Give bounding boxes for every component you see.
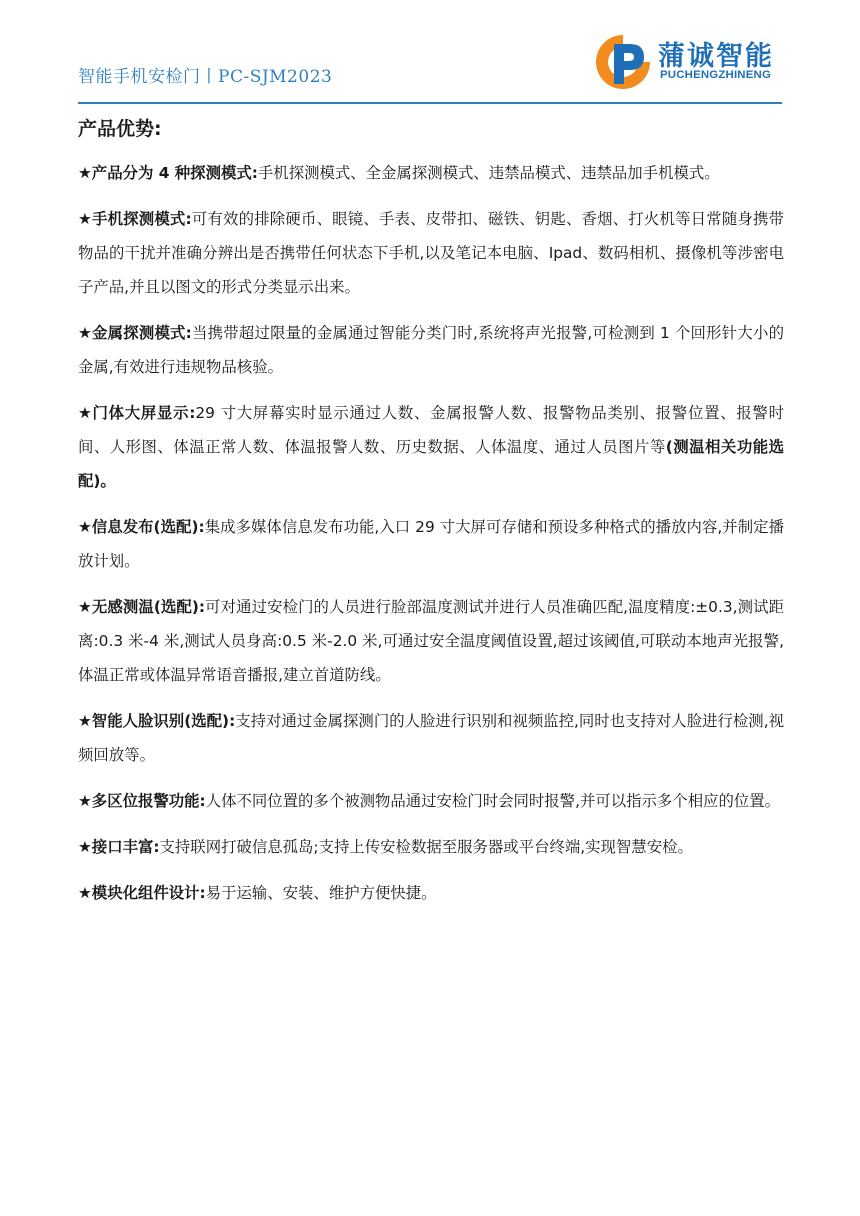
document-body — [78, 114, 784, 922]
feature-item-interfaces — [78, 830, 784, 864]
logo-chinese-name: 蒲诚智能 — [658, 41, 774, 72]
feature-item-modes — [78, 156, 784, 190]
feature-tail: (测温相关功能选配)。 — [78, 438, 784, 490]
feature-text: 当携带超过限量的金属通过智能分类门时,系统将声光报警,可检测到 1 个回形针大小的金属,有效进行违规物品核验。 — [78, 324, 784, 376]
company-logo — [592, 28, 782, 94]
logo-english-name: PUCHENGZHINENG — [660, 69, 772, 81]
feature-lead: ★无感测温(选配): — [78, 598, 206, 616]
feature-lead: ★信息发布(选配): — [78, 518, 205, 536]
feature-lead: ★多区位报警功能: — [78, 792, 206, 810]
page-header — [78, 28, 782, 102]
feature-text: 人体不同位置的多个被测物品通过安检门时会同时报警,并可以指示多个相应的位置。 — [205, 792, 781, 810]
feature-item-info-publish — [78, 510, 784, 578]
header-divider — [78, 102, 782, 104]
feature-text: 易于运输、安装、维护方便快捷。 — [205, 884, 437, 902]
feature-text: 29 寸大屏幕实时显示通过人数、金属报警人数、报警物品类别、报警位置、报警时间、人形图、体温正常人数、体温报警人数、历史数据、人体温度、通过人员图片等 — [78, 404, 784, 456]
feature-text: 支持联网打破信息孤岛;支持上传安检数据至服务器或平台终端,实现智慧安检。 — [159, 838, 693, 856]
document-title: 智能手机安检门丨PC-SJM2023 — [78, 67, 333, 87]
feature-lead: ★门体大屏显示: — [78, 404, 196, 422]
feature-item-metal-detection — [78, 316, 784, 384]
feature-item-modular — [78, 876, 784, 910]
feature-text: 可有效的排除硬币、眼镜、手表、皮带扣、磁铁、钥匙、香烟、打火机等日常随身携带物品的干扰并准确分辨出是否携带任何状态下手机,以及笔记本电脑、Ipad、数码相机、摄像机等涉密电子产品,并且以图文的形式分类显示出来。 — [78, 210, 784, 296]
feature-text: 可对通过安检门的人员进行脸部温度测试并进行人员准确匹配,温度精度:±0.3,测试距离:0.3 米-4 米,测试人员身高:0.5 米-2.0 米,可通过安全温度阈值设置,超过该阈值,可联动本地声光报警,体温正常或体温异常语音播报,建立首道防线。 — [78, 598, 784, 684]
feature-text: 手机探测模式、全金属探测模式、违禁品模式、违禁品加手机模式。 — [257, 164, 720, 182]
feature-lead: ★接口丰富: — [78, 838, 160, 856]
feature-item-multi-zone — [78, 784, 784, 818]
feature-lead: ★智能人脸识别(选配): — [78, 712, 236, 730]
feature-lead: ★产品分为 4 种探测模式: — [78, 164, 258, 182]
feature-lead: ★模块化组件设计: — [78, 884, 206, 902]
section-title: 产品优势: — [78, 118, 162, 140]
feature-lead: ★手机探测模式: — [78, 210, 192, 228]
logo-mark-icon — [592, 32, 654, 90]
feature-lead: ★金属探测模式: — [78, 324, 192, 342]
feature-item-large-screen — [78, 396, 784, 498]
feature-text: 集成多媒体信息发布功能,入口 29 寸大屏可存储和预设多种格式的播放内容,并制定播放计划。 — [78, 518, 784, 570]
feature-text: 支持对通过金属探测门的人脸进行识别和视频监控,同时也支持对人脸进行检测,视频回放等。 — [78, 712, 784, 764]
feature-item-phone-detection — [78, 202, 784, 304]
feature-item-face-recognition — [78, 704, 784, 772]
feature-item-temperature — [78, 590, 784, 692]
